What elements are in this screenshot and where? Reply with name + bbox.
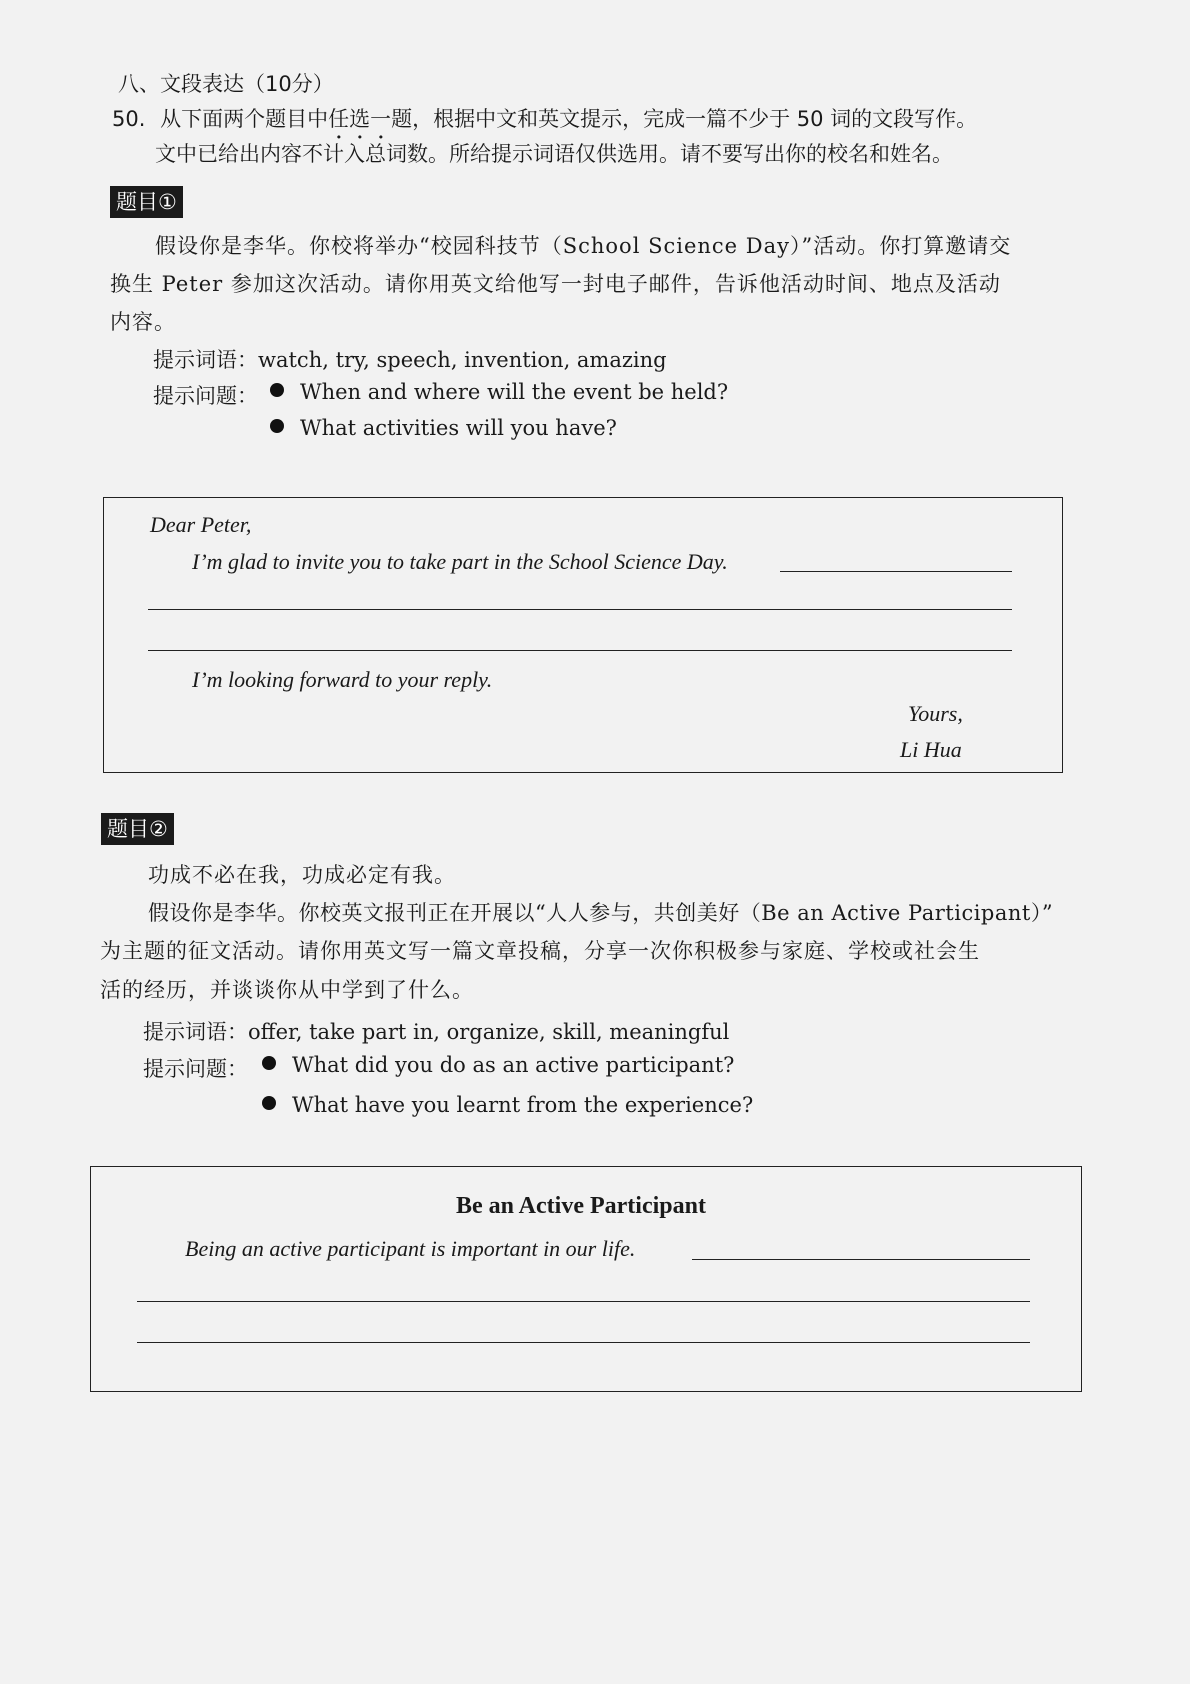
question-text-b: 题，根据中文和英文提示，完成一篇不少于 50 词的文段写作。 <box>391 107 978 131</box>
bullet-icon <box>262 1056 276 1070</box>
bullet-icon <box>262 1096 276 1110</box>
question-text-a: 从下面两个题目中 <box>160 107 329 131</box>
topic1-question-1: When and where will the event be held? <box>270 380 728 404</box>
topic2-words-row <box>143 1016 729 1046</box>
topic1-question-2: What activities will you have? <box>270 416 617 440</box>
topic2-desc-line-3: 活的经历，并谈谈你从中学到了什么。 <box>100 978 474 1002</box>
topic1-desc-line-2: 换生 Peter 参加这次活动。请你用英文给他写一封电子邮件，告诉他活动时间、地点及活动 <box>110 272 1001 296</box>
topic2-words-label: 提示词语： <box>143 1020 248 1044</box>
letter-signoff: Yours, <box>908 701 963 726</box>
question-line-2: 文中已给出内容不计入总词数。所给提示词语仅供选用。请不要写出你的校名和姓名。 <box>155 142 953 166</box>
topic2-tag: 题目② <box>101 813 174 845</box>
answer-line[interactable] <box>148 650 1012 651</box>
answer-line[interactable] <box>780 571 1012 572</box>
essay-opening: Being an active participant is important in our life. <box>185 1236 636 1261</box>
answer-line[interactable] <box>692 1259 1030 1260</box>
essay-title: Be an Active Participant <box>456 1193 706 1219</box>
topic1-words-label: 提示词语： <box>153 348 258 372</box>
topic2-question-1: What did you do as an active participant? <box>262 1053 734 1077</box>
topic1-desc-line-3: 内容。 <box>110 310 176 334</box>
answer-line[interactable] <box>148 609 1012 610</box>
topic2-questions-label: 提示问题： <box>143 1057 248 1081</box>
section-heading: 八、文段表达（10分） <box>118 72 334 96</box>
topic2-desc-line-2: 为主题的征文活动。请你用英文写一篇文章投稿，分享一次你积极参与家庭、学校或社会生 <box>100 939 980 963</box>
bullet-icon <box>270 419 284 433</box>
letter-answer-box <box>103 497 1063 773</box>
topic1-questions-label: 提示问题： <box>153 384 258 408</box>
question-emphasis: 任选一 <box>328 107 392 131</box>
letter-opening: I’m glad to invite you to take part in the School Science Day. <box>192 549 728 574</box>
topic1-desc-line-1: 假设你是李华。你校将举办“校园科技节（School Science Day）”活动。你打算邀请交 <box>155 234 1012 258</box>
topic1-words: watch, try, speech, invention, amazing <box>258 348 667 372</box>
topic2-question-2: What have you learnt from the experience? <box>262 1093 753 1117</box>
topic2-desc-line-1: 假设你是李华。你校英文报刊正在开展以“人人参与，共创美好（Be an Active Participant）” <box>148 901 1054 925</box>
letter-closing: I’m looking forward to your reply. <box>192 667 493 692</box>
bullet-icon <box>270 383 284 397</box>
letter-name: Li Hua <box>900 737 962 762</box>
topic1-tag: 题目① <box>110 186 183 218</box>
letter-greeting: Dear Peter, <box>150 512 252 537</box>
topic2-motto: 功成不必在我，功成必定有我。 <box>148 863 456 887</box>
topic2-words: offer, take part in, organize, skill, meaningful <box>248 1020 730 1044</box>
topic1-words-row <box>153 344 667 374</box>
question-number: 50. <box>112 107 146 131</box>
answer-line[interactable] <box>137 1342 1030 1343</box>
answer-line[interactable] <box>137 1301 1030 1302</box>
